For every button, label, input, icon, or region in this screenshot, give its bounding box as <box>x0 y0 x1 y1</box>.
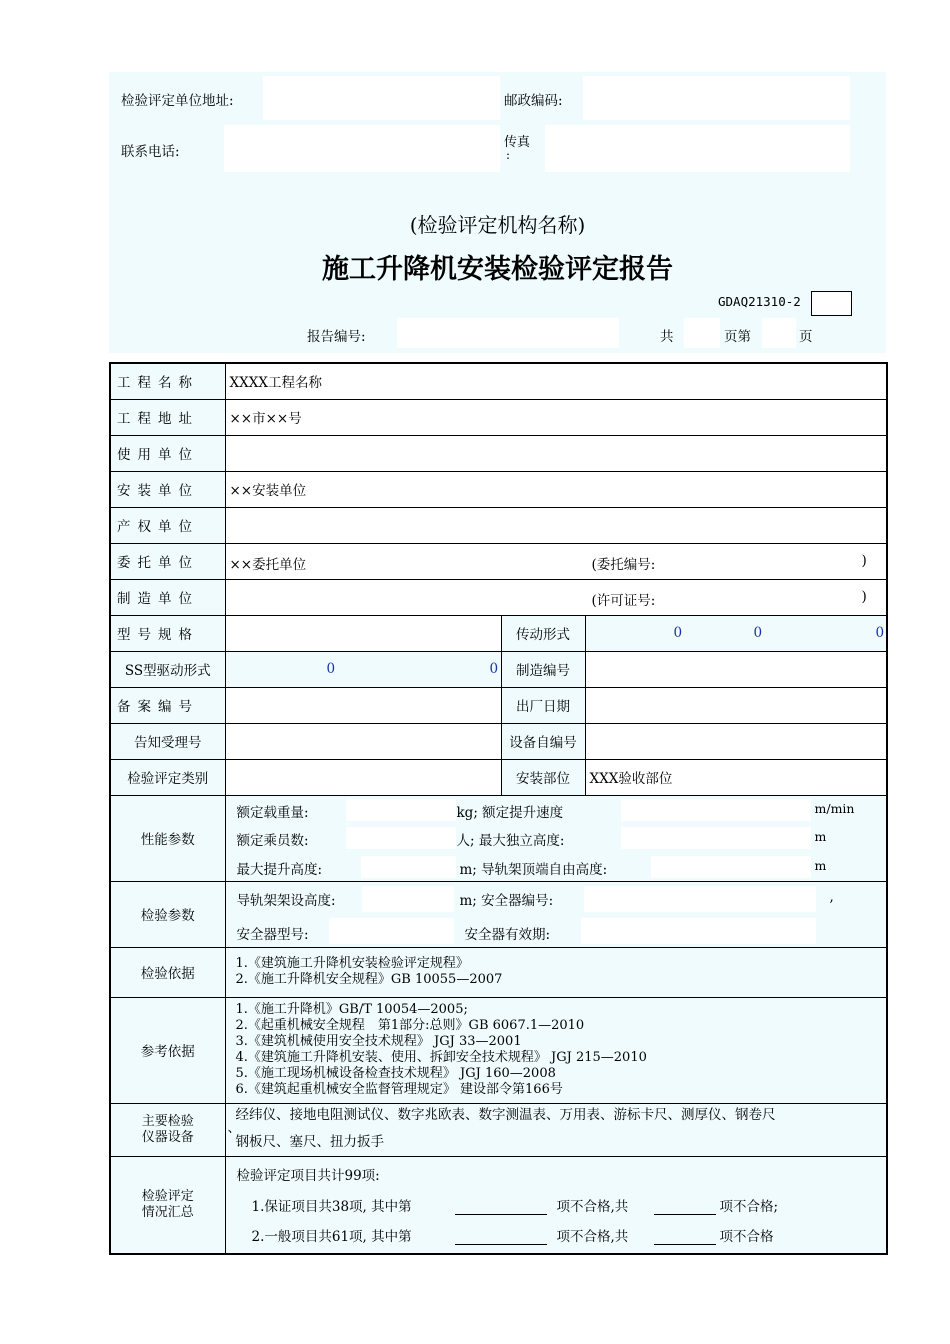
org-name: (检验评定机构名称) <box>409 213 586 237</box>
license-field[interactable] <box>684 583 852 611</box>
rated-passengers-field[interactable] <box>346 827 456 849</box>
basis-item: 2.《施工升降机安全规程》GB 10055—2007 <box>235 972 503 987</box>
serial-label: 制造编号 <box>501 651 585 687</box>
license-close: ) <box>861 588 867 605</box>
reference-label: 参考依据 <box>110 997 225 1103</box>
form-code: GDAQ21310-2 <box>718 294 801 309</box>
basis-item: 1.《建筑施工升降机安装检验评定规程》 <box>235 956 469 971</box>
postcode-field[interactable] <box>583 76 850 120</box>
category-value[interactable] <box>225 759 501 795</box>
project-name-value[interactable]: XXXX工程名称 <box>225 363 887 399</box>
address-field[interactable] <box>263 76 500 120</box>
table-row <box>110 507 887 543</box>
summary-guarantee-end: 项不合格; <box>719 1198 779 1215</box>
user-unit-label: 使用单位 <box>110 435 225 471</box>
notice-value[interactable] <box>225 723 501 759</box>
client-no-field[interactable] <box>684 547 852 575</box>
report-no-label: 报告编号: <box>307 329 366 345</box>
summary-label <box>110 1156 225 1254</box>
table-row <box>110 543 887 579</box>
table-row <box>110 947 887 997</box>
equipment-cell <box>225 1103 887 1156</box>
safety-model-field[interactable] <box>329 918 454 944</box>
table-row <box>110 435 887 471</box>
report-no-field[interactable] <box>397 318 619 348</box>
license-label: (许可证号: <box>591 592 656 609</box>
safety-validity-field[interactable] <box>581 918 816 944</box>
ss-value-1[interactable]: 0 <box>326 660 336 677</box>
fax-field[interactable] <box>545 125 850 172</box>
mast-height-field[interactable] <box>362 886 454 912</box>
fax-label: 传真 <box>504 135 531 150</box>
inspection-comma: , <box>829 888 834 905</box>
project-addr-value[interactable]: ××市××号 <box>225 399 887 435</box>
safety-device-no-field[interactable] <box>584 886 816 912</box>
postcode-label: 邮政编码: <box>504 93 563 109</box>
max-lift-height-field[interactable] <box>361 856 456 878</box>
install-part-value[interactable]: XXX验收部位 <box>585 759 887 795</box>
category-label: 检验评定类别 <box>110 759 225 795</box>
install-unit-label: 安装单位 <box>110 471 225 507</box>
inspection-label: 检验参数 <box>110 881 225 947</box>
project-addr-label: 工程地址 <box>110 399 225 435</box>
project-name-label: 工程名称 <box>110 363 225 399</box>
summary-guarantee-label: 1.保证项目共38项, 其中第 <box>251 1198 412 1215</box>
address-label: 检验评定单位地址: <box>121 93 234 109</box>
install-unit-value[interactable]: ××安装单位 <box>225 471 887 507</box>
table-row <box>110 1103 887 1156</box>
table-row <box>110 687 887 723</box>
inspection-cell <box>225 881 887 947</box>
guarantee-fail-count-field[interactable] <box>654 1195 716 1215</box>
total-pages-field[interactable] <box>684 318 720 348</box>
drive-values <box>585 615 887 651</box>
summary-label-line1: 检验评定 <box>141 1188 194 1204</box>
maker-label: 制造单位 <box>110 579 225 615</box>
client-no-close: ) <box>861 552 867 569</box>
drive-label: 传动形式 <box>501 615 585 651</box>
table-row <box>110 881 887 947</box>
basis-cell <box>225 947 887 997</box>
table-row <box>110 723 887 759</box>
equipment-line-1b: 、 <box>227 1121 241 1136</box>
summary-label-line2: 情况汇总 <box>141 1204 194 1220</box>
summary-guarantee-mid: 项不合格,共 <box>556 1198 629 1215</box>
reference-item: 1.《施工升降机》GB/T 10054—2005; <box>235 1002 468 1017</box>
table-row <box>110 759 887 795</box>
ss-value-2[interactable]: 0 <box>489 660 499 677</box>
client-unit-cell <box>225 543 887 579</box>
max-free-height-label: 人; 最大独立高度: <box>456 832 565 849</box>
equipment-label-line2: 仪器设备 <box>141 1129 194 1145</box>
factory-date-label: 出厂日期 <box>501 687 585 723</box>
model-value[interactable] <box>225 615 501 651</box>
table-row <box>110 399 887 435</box>
rated-load-label: 额定载重量: <box>236 804 309 821</box>
current-page-field[interactable] <box>762 318 796 348</box>
record-label: 备案编号 <box>110 687 225 723</box>
rated-speed-field[interactable] <box>621 799 811 821</box>
general-fail-count-field[interactable] <box>654 1225 716 1245</box>
page-label: 页第 <box>724 329 751 345</box>
page-end-label: 页 <box>799 329 813 345</box>
form-code-box[interactable] <box>811 291 852 316</box>
max-lift-height-label: 最大提升高度: <box>236 861 323 878</box>
owner-unit-value[interactable] <box>225 507 887 543</box>
mast-top-height-field[interactable] <box>651 856 811 878</box>
reference-item: 6.《建筑起重机械安全监督管理规定》 建设部令第166号 <box>235 1082 563 1097</box>
summary-cell <box>225 1156 887 1254</box>
self-no-value[interactable] <box>585 723 887 759</box>
ss-values <box>225 651 501 687</box>
user-unit-value[interactable] <box>225 435 887 471</box>
factory-date-value[interactable] <box>585 687 887 723</box>
table-row <box>110 579 887 615</box>
maker-cell <box>225 579 887 615</box>
owner-unit-label: 产权单位 <box>110 507 225 543</box>
height-unit-2: m <box>814 857 827 873</box>
safety-validity-label: 安全器有效期: <box>464 926 551 943</box>
safety-model-label: 安全器型号: <box>236 926 309 943</box>
equipment-line-1[interactable]: 经纬仪、接地电阻测试仪、数字兆欧表、数字测温表、万用表、游标卡尺、测厚仪、钢卷尺 <box>235 1107 776 1123</box>
table-row <box>110 651 887 687</box>
report-title: 施工升降机安装检验评定报告 <box>322 254 673 285</box>
reference-item: 5.《施工现场机械设备检查技术规程》 JGJ 160—2008 <box>235 1066 556 1081</box>
ss-label: SS型驱动形式 <box>110 651 225 687</box>
rated-speed-label: kg; 额定提升速度 <box>456 804 564 821</box>
equipment-label-line1: 主要检验 <box>141 1113 194 1129</box>
table-row <box>110 1156 887 1254</box>
summary-general-mid: 项不合格,共 <box>556 1228 629 1245</box>
mast-top-height-label: m; 导轨架顶端自由高度: <box>459 861 608 878</box>
table-row <box>110 615 887 651</box>
phone-label: 联系电话: <box>121 144 180 160</box>
rated-passengers-label: 额定乘员数: <box>236 832 309 849</box>
performance-label: 性能参数 <box>110 795 225 881</box>
install-part-label: 安装部位 <box>501 759 585 795</box>
model-label: 型号规格 <box>110 615 225 651</box>
client-unit-value[interactable]: ××委托单位 <box>229 556 307 573</box>
equipment-label <box>110 1103 225 1156</box>
fax-colon: : <box>506 148 511 162</box>
record-value[interactable] <box>225 687 501 723</box>
drive-value-1[interactable]: 0 <box>673 624 683 641</box>
notice-label: 告知受理号 <box>110 723 225 759</box>
report-table <box>109 362 888 1255</box>
speed-unit: m/min <box>814 800 855 816</box>
mast-height-label: 导轨架架设高度: <box>236 892 336 909</box>
equipment-line-2[interactable]: 钢板尺、塞尺、扭力扳手 <box>235 1134 384 1150</box>
phone-field[interactable] <box>224 125 500 172</box>
performance-cell <box>225 795 887 881</box>
table-row <box>110 997 887 1103</box>
client-no-label: (委托编号: <box>591 556 656 573</box>
basis-label: 检验依据 <box>110 947 225 997</box>
summary-total: 检验评定项目共计99项: <box>236 1167 380 1184</box>
client-unit-label: 委托单位 <box>110 543 225 579</box>
max-free-height-field[interactable] <box>621 827 811 849</box>
general-fail-items-field[interactable] <box>455 1225 547 1245</box>
summary-general-label: 2.一般项目共61项, 其中第 <box>251 1228 412 1245</box>
reference-cell <box>225 997 887 1103</box>
reference-item: 4.《建筑施工升降机安装、使用、拆卸安全技术规程》 JGJ 215—2010 <box>235 1050 647 1065</box>
table-row <box>110 363 887 399</box>
table-row <box>110 471 887 507</box>
height-unit-1: m <box>814 828 827 844</box>
total-label: 共 <box>660 329 674 345</box>
drive-value-2[interactable]: 0 <box>753 624 763 641</box>
summary-general-end: 项不合格 <box>719 1228 774 1245</box>
self-no-label: 设备自编号 <box>501 723 585 759</box>
reference-item: 3.《建筑机械使用安全技术规程》 JGJ 33—2001 <box>235 1034 522 1049</box>
drive-value-3[interactable]: 0 <box>875 624 885 641</box>
guarantee-fail-items-field[interactable] <box>455 1195 547 1215</box>
safety-device-no-label: m; 安全器编号: <box>459 892 554 909</box>
reference-item: 2.《起重机械安全规程 第1部分:总则》GB 6067.1—2010 <box>235 1018 585 1033</box>
serial-value[interactable] <box>585 651 887 687</box>
rated-load-field[interactable] <box>346 799 456 821</box>
table-row <box>110 795 887 881</box>
